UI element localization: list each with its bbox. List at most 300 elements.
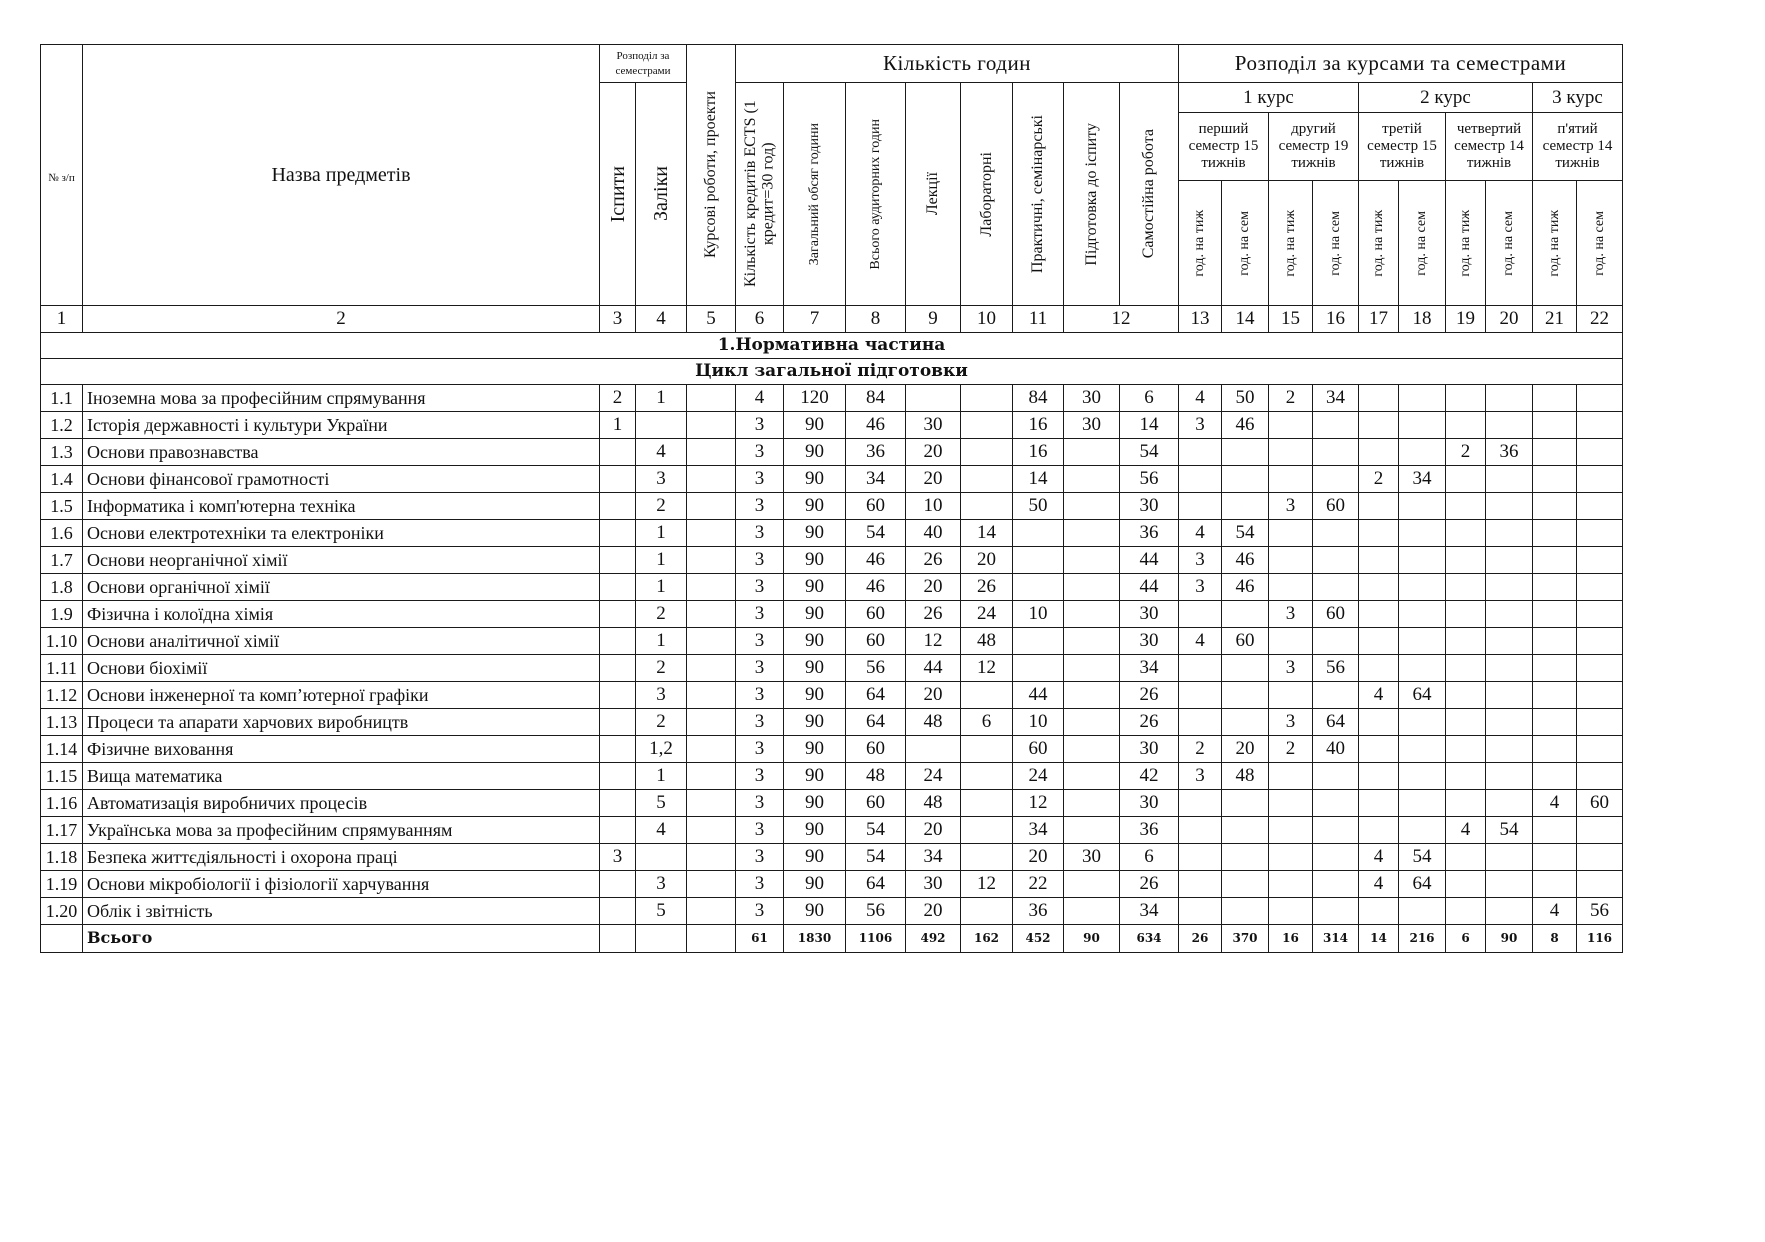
table-cell <box>687 547 736 574</box>
table-cell <box>1313 763 1359 790</box>
table-cell <box>1399 547 1446 574</box>
table-cell: 12 <box>906 628 961 655</box>
header-auditory: Всього аудиторних годин <box>846 83 906 306</box>
table-cell <box>1269 412 1313 439</box>
table-cell: 20 <box>906 817 961 844</box>
table-cell <box>1486 466 1533 493</box>
total-cell: 6 <box>1446 925 1486 953</box>
table-cell <box>1486 412 1533 439</box>
table-cell <box>1399 439 1446 466</box>
table-row <box>41 412 1623 439</box>
table-cell: 2 <box>1269 736 1313 763</box>
table-cell <box>1486 601 1533 628</box>
table-cell: 36 <box>1486 439 1533 466</box>
table-cell <box>600 601 636 628</box>
subjects-body <box>41 385 1623 925</box>
table-cell: 2 <box>636 655 687 682</box>
table-cell: 6 <box>1120 385 1179 412</box>
header-distribution-semesters: Розподіл за семестрами <box>600 45 687 83</box>
table-cell: 48 <box>846 763 906 790</box>
table-cell <box>1446 655 1486 682</box>
column-number: 16 <box>1313 306 1359 333</box>
table-cell <box>687 628 736 655</box>
table-cell: 60 <box>1313 601 1359 628</box>
table-row <box>41 736 1623 763</box>
row-number: 1.11 <box>41 655 83 682</box>
table-cell <box>1446 682 1486 709</box>
table-cell: 20 <box>906 898 961 925</box>
table-cell <box>1222 466 1269 493</box>
table-cell: 54 <box>1120 439 1179 466</box>
header-total-hours: Загальний обсяг години <box>784 83 846 306</box>
table-cell <box>687 439 736 466</box>
table-cell <box>1269 790 1313 817</box>
table-cell <box>1313 898 1359 925</box>
table-cell: 34 <box>1013 817 1064 844</box>
table-cell: 90 <box>784 520 846 547</box>
table-cell <box>1446 385 1486 412</box>
table-cell: 5 <box>636 790 687 817</box>
table-cell <box>687 871 736 898</box>
header-semester-2: другий семестр 19 тижнів <box>1269 113 1359 181</box>
table-cell: 3 <box>1179 412 1222 439</box>
subject-name: Основи неорганічної хімії <box>83 547 600 574</box>
row-number: 1.13 <box>41 709 83 736</box>
table-cell: 14 <box>1013 466 1064 493</box>
table-cell: 120 <box>784 385 846 412</box>
table-cell: 90 <box>784 655 846 682</box>
table-cell <box>1179 493 1222 520</box>
table-cell: 3 <box>736 682 784 709</box>
table-row <box>41 682 1623 709</box>
table-cell <box>1313 628 1359 655</box>
table-cell <box>1486 520 1533 547</box>
table-cell <box>1269 628 1313 655</box>
table-row <box>41 466 1623 493</box>
table-cell: 4 <box>1359 871 1399 898</box>
table-cell <box>961 682 1013 709</box>
table-cell <box>1064 736 1120 763</box>
total-cell: 1106 <box>846 925 906 953</box>
table-cell <box>1533 520 1577 547</box>
table-cell: 10 <box>1013 601 1064 628</box>
table-cell <box>1359 736 1399 763</box>
table-cell: 36 <box>1120 817 1179 844</box>
header-credits-tests: Заліки <box>636 83 687 306</box>
table-cell: 20 <box>1222 736 1269 763</box>
table-cell <box>1359 439 1399 466</box>
subject-name: Українська мова за професійним спрямуванням <box>83 817 600 844</box>
table-cell: 20 <box>906 574 961 601</box>
table-cell <box>1533 493 1577 520</box>
table-cell: 56 <box>1577 898 1623 925</box>
table-cell: 3 <box>1269 601 1313 628</box>
table-cell: 34 <box>1120 898 1179 925</box>
table-cell <box>961 898 1013 925</box>
table-cell <box>1222 682 1269 709</box>
table-cell <box>1064 439 1120 466</box>
row-number: 1.2 <box>41 412 83 439</box>
total-cell: 26 <box>1179 925 1222 953</box>
row-number: 1.7 <box>41 547 83 574</box>
table-cell: 2 <box>636 601 687 628</box>
table-cell <box>961 844 1013 871</box>
table-cell <box>687 520 736 547</box>
total-cell: 90 <box>1486 925 1533 953</box>
table-cell: 4 <box>1359 844 1399 871</box>
table-cell <box>1313 439 1359 466</box>
table-cell <box>1313 412 1359 439</box>
table-cell: 64 <box>1399 682 1446 709</box>
header-per-sem: год. на сем <box>1222 181 1269 306</box>
table-cell <box>1013 574 1064 601</box>
table-cell: 90 <box>784 412 846 439</box>
table-row <box>41 439 1623 466</box>
table-cell <box>687 898 736 925</box>
table-cell <box>687 790 736 817</box>
column-number: 18 <box>1399 306 1446 333</box>
table-cell <box>687 736 736 763</box>
table-cell <box>1486 547 1533 574</box>
table-cell: 60 <box>1577 790 1623 817</box>
table-cell: 30 <box>1120 736 1179 763</box>
table-cell <box>1577 466 1623 493</box>
table-cell <box>1577 871 1623 898</box>
subject-name: Основи інженерної та комп’ютерної графіки <box>83 682 600 709</box>
table-cell <box>1399 817 1446 844</box>
table-cell: 20 <box>906 439 961 466</box>
table-cell: 60 <box>846 628 906 655</box>
table-cell <box>687 412 736 439</box>
table-cell: 10 <box>1013 709 1064 736</box>
table-cell: 3 <box>736 412 784 439</box>
table-cell <box>961 790 1013 817</box>
table-cell: 6 <box>1120 844 1179 871</box>
subject-name: Фізичне виховання <box>83 736 600 763</box>
table-cell <box>1222 817 1269 844</box>
table-cell <box>1179 844 1222 871</box>
table-cell <box>1064 601 1120 628</box>
subject-name: Основи органічної хімії <box>83 574 600 601</box>
table-cell <box>1446 736 1486 763</box>
table-cell: 1,2 <box>636 736 687 763</box>
row-number: 1.10 <box>41 628 83 655</box>
table-cell: 6 <box>961 709 1013 736</box>
table-cell <box>1313 790 1359 817</box>
header-semester-1: перший семестр 15 тижнів <box>1179 113 1269 181</box>
table-cell <box>1533 385 1577 412</box>
table-cell: 30 <box>906 412 961 439</box>
table-cell <box>687 844 736 871</box>
table-cell <box>1446 844 1486 871</box>
table-cell <box>1313 547 1359 574</box>
table-cell: 12 <box>961 655 1013 682</box>
table-cell: 44 <box>1013 682 1064 709</box>
table-cell: 3 <box>736 898 784 925</box>
table-cell: 2 <box>1269 385 1313 412</box>
table-cell <box>600 763 636 790</box>
table-cell: 46 <box>1222 547 1269 574</box>
table-cell <box>1446 871 1486 898</box>
table-row <box>41 520 1623 547</box>
table-cell: 2 <box>1179 736 1222 763</box>
table-cell <box>1064 628 1120 655</box>
table-cell: 30 <box>1064 844 1120 871</box>
table-cell: 50 <box>1222 385 1269 412</box>
table-cell: 30 <box>906 871 961 898</box>
header-semester-5: п'ятий семестр 14 тижнів <box>1533 113 1623 181</box>
total-cell: 452 <box>1013 925 1064 953</box>
table-cell <box>1486 682 1533 709</box>
table-cell <box>1313 466 1359 493</box>
table-cell <box>1577 844 1623 871</box>
table-cell <box>1064 466 1120 493</box>
total-cell: 90 <box>1064 925 1120 953</box>
table-cell: 24 <box>1013 763 1064 790</box>
subject-name: Безпека життєдіяльності і охорона праці <box>83 844 600 871</box>
table-cell <box>1313 574 1359 601</box>
table-cell: 20 <box>906 682 961 709</box>
table-cell <box>1486 493 1533 520</box>
table-cell <box>1577 655 1623 682</box>
table-cell <box>600 520 636 547</box>
table-row <box>41 493 1623 520</box>
header-exams: Іспити <box>600 83 636 306</box>
table-cell <box>1533 628 1577 655</box>
table-cell: 90 <box>784 709 846 736</box>
total-empty-cell <box>41 925 83 953</box>
table-cell: 20 <box>1013 844 1064 871</box>
table-cell <box>600 871 636 898</box>
subject-name: Основи аналітичної хімії <box>83 628 600 655</box>
total-cell: 14 <box>1359 925 1399 953</box>
table-cell: 34 <box>906 844 961 871</box>
table-cell <box>1446 709 1486 736</box>
table-cell <box>636 844 687 871</box>
table-cell: 90 <box>784 466 846 493</box>
table-cell <box>1533 466 1577 493</box>
table-cell <box>1179 817 1222 844</box>
table-cell: 2 <box>636 493 687 520</box>
row-number: 1.14 <box>41 736 83 763</box>
table-cell <box>1269 439 1313 466</box>
table-row <box>41 385 1623 412</box>
subject-name: Процеси та апарати харчових виробництв <box>83 709 600 736</box>
table-cell: 90 <box>784 790 846 817</box>
table-cell: 46 <box>846 547 906 574</box>
table-cell <box>1359 574 1399 601</box>
table-cell: 46 <box>1222 412 1269 439</box>
table-cell: 64 <box>846 709 906 736</box>
table-cell <box>600 547 636 574</box>
table-cell <box>600 574 636 601</box>
table-cell <box>1486 898 1533 925</box>
row-number: 1.15 <box>41 763 83 790</box>
table-cell <box>1399 898 1446 925</box>
table-cell: 4 <box>736 385 784 412</box>
table-cell: 90 <box>784 682 846 709</box>
table-cell <box>1359 898 1399 925</box>
row-number: 1.16 <box>41 790 83 817</box>
table-cell <box>1399 601 1446 628</box>
table-cell: 3 <box>736 439 784 466</box>
table-cell <box>687 682 736 709</box>
row-number: 1.17 <box>41 817 83 844</box>
table-cell: 1 <box>636 763 687 790</box>
table-cell <box>1577 574 1623 601</box>
subject-name: Фізична і колоїдна хімія <box>83 601 600 628</box>
table-cell <box>1269 844 1313 871</box>
table-cell: 4 <box>1359 682 1399 709</box>
table-cell: 44 <box>1120 574 1179 601</box>
total-cell: 370 <box>1222 925 1269 953</box>
table-cell <box>1486 709 1533 736</box>
column-number: 21 <box>1533 306 1577 333</box>
table-cell <box>1446 628 1486 655</box>
table-cell: 3 <box>636 466 687 493</box>
table-cell: 90 <box>784 439 846 466</box>
table-cell: 48 <box>906 709 961 736</box>
table-cell <box>1399 709 1446 736</box>
subject-name: Автоматизація виробничих процесів <box>83 790 600 817</box>
table-cell: 3 <box>736 493 784 520</box>
table-cell <box>1222 790 1269 817</box>
row-number: 1.19 <box>41 871 83 898</box>
row-number: 1.1 <box>41 385 83 412</box>
subject-name: Основи правознавства <box>83 439 600 466</box>
table-cell: 26 <box>961 574 1013 601</box>
table-cell <box>1179 790 1222 817</box>
table-cell <box>1533 601 1577 628</box>
table-cell <box>1446 493 1486 520</box>
column-number: 6 <box>736 306 784 333</box>
table-cell: 34 <box>1120 655 1179 682</box>
table-cell: 4 <box>1533 898 1577 925</box>
table-cell <box>1064 547 1120 574</box>
subject-name: Основи електротехніки та електроніки <box>83 520 600 547</box>
header-lectures: Лекції <box>906 83 961 306</box>
table-row <box>41 547 1623 574</box>
total-label: Всього <box>83 925 600 953</box>
table-cell <box>1399 655 1446 682</box>
table-cell <box>1359 493 1399 520</box>
table-cell: 3 <box>736 790 784 817</box>
table-cell <box>1359 655 1399 682</box>
row-number: 1.8 <box>41 574 83 601</box>
table-cell: 3 <box>736 574 784 601</box>
table-cell <box>1179 601 1222 628</box>
table-cell: 60 <box>846 601 906 628</box>
table-cell: 5 <box>636 898 687 925</box>
table-cell: 54 <box>1222 520 1269 547</box>
table-cell <box>1486 655 1533 682</box>
total-cell: 162 <box>961 925 1013 953</box>
table-cell <box>1533 817 1577 844</box>
table-row <box>41 790 1623 817</box>
table-cell: 90 <box>784 547 846 574</box>
table-cell <box>1486 628 1533 655</box>
table-cell <box>1179 898 1222 925</box>
table-cell <box>906 385 961 412</box>
table-row <box>41 844 1623 871</box>
table-cell: 36 <box>846 439 906 466</box>
table-cell <box>1577 493 1623 520</box>
table-cell: 56 <box>846 898 906 925</box>
table-cell: 3 <box>736 655 784 682</box>
table-cell <box>1222 655 1269 682</box>
table-cell <box>1446 547 1486 574</box>
table-cell <box>1446 601 1486 628</box>
table-cell <box>1577 547 1623 574</box>
table-cell <box>600 493 636 520</box>
table-cell <box>1399 628 1446 655</box>
table-cell: 3 <box>1269 655 1313 682</box>
table-cell <box>1179 439 1222 466</box>
table-cell: 16 <box>1013 412 1064 439</box>
table-cell: 54 <box>1486 817 1533 844</box>
table-cell <box>1446 520 1486 547</box>
table-cell <box>1064 898 1120 925</box>
table-cell <box>1577 763 1623 790</box>
table-cell <box>1359 817 1399 844</box>
table-cell: 1 <box>636 385 687 412</box>
table-cell <box>1533 682 1577 709</box>
header-no: № з/п <box>41 45 83 306</box>
table-cell <box>1486 871 1533 898</box>
table-row <box>41 628 1623 655</box>
table-cell <box>1486 574 1533 601</box>
table-cell: 3 <box>1179 574 1222 601</box>
total-cell: 634 <box>1120 925 1179 953</box>
table-cell: 26 <box>1120 871 1179 898</box>
table-cell: 46 <box>1222 574 1269 601</box>
curriculum-sheet <box>40 44 1623 953</box>
table-cell: 40 <box>906 520 961 547</box>
table-cell <box>1064 655 1120 682</box>
table-cell <box>1533 709 1577 736</box>
table-cell <box>1222 709 1269 736</box>
header-name: Назва предметів <box>83 45 600 306</box>
table-cell: 4 <box>1179 520 1222 547</box>
table-cell: 90 <box>784 871 846 898</box>
column-number: 11 <box>1013 306 1064 333</box>
table-cell: 2 <box>1359 466 1399 493</box>
table-cell <box>1313 871 1359 898</box>
table-cell: 3 <box>736 520 784 547</box>
table-cell <box>1399 763 1446 790</box>
header-per-week: год. на тиж <box>1269 181 1313 306</box>
header-per-week: год. на тиж <box>1179 181 1222 306</box>
table-cell <box>1533 844 1577 871</box>
table-cell: 36 <box>1120 520 1179 547</box>
table-cell: 90 <box>784 898 846 925</box>
total-row <box>41 925 1623 953</box>
table-cell: 1 <box>636 520 687 547</box>
column-number: 7 <box>784 306 846 333</box>
header-per-week: год. на тиж <box>1359 181 1399 306</box>
subsection-row <box>41 359 1623 385</box>
table-cell: 1 <box>636 628 687 655</box>
table-cell <box>1313 844 1359 871</box>
table-cell: 90 <box>784 763 846 790</box>
table-row <box>41 898 1623 925</box>
table-cell: 64 <box>1399 871 1446 898</box>
table-cell <box>1179 655 1222 682</box>
table-cell <box>1064 871 1120 898</box>
table-cell <box>961 385 1013 412</box>
table-cell <box>1064 682 1120 709</box>
table-cell: 48 <box>961 628 1013 655</box>
